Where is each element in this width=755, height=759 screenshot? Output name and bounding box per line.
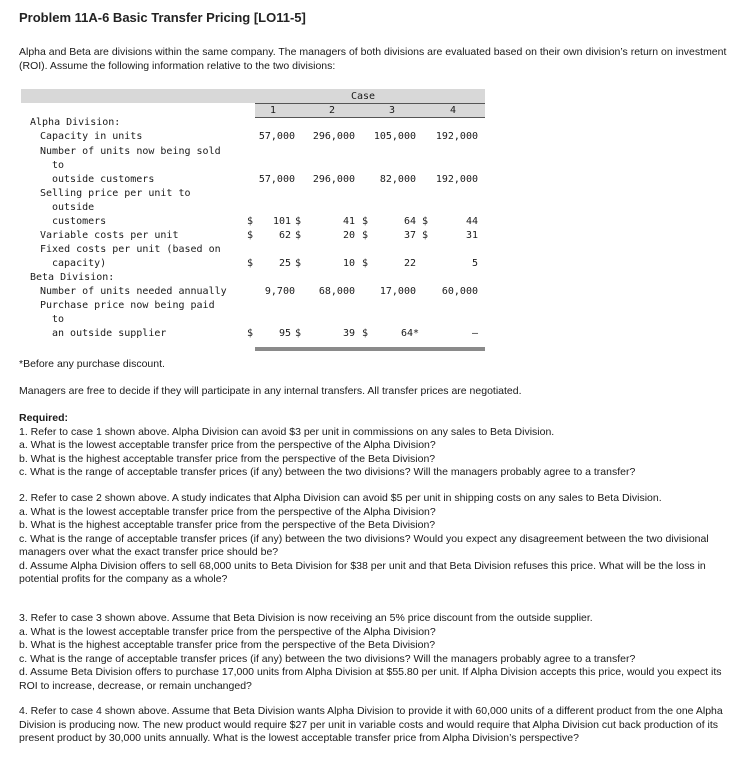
variable-cost-case-1: 62 — [278, 230, 291, 241]
label-purchase-price-3: an outside supplier — [52, 328, 167, 339]
label-capacity: Capacity in units — [40, 131, 143, 142]
question-3-section — [19, 612, 731, 693]
case-header: Case — [351, 91, 376, 102]
question-3d-text: d. Assume Beta Division offers to purchase 17,000 units from Alpha Division at $55.80 per unit. If Alpha Division accepts this price, would you expect its ROI to increase, decrease, or remain unchanged? — [19, 666, 722, 692]
dollar-sign: $ — [362, 258, 369, 269]
question-4-section — [19, 705, 731, 746]
dollar-sign: $ — [247, 328, 254, 339]
label-units-sold-2: to — [52, 160, 65, 171]
selling-price-case-3: 64 — [403, 216, 416, 227]
capacity-case-4: 192,000 — [435, 131, 478, 142]
purchase-price-case-3: 64* — [401, 328, 420, 339]
label-units-sold-3: outside customers — [52, 174, 155, 185]
selling-price-case-1: 101 — [272, 216, 291, 227]
page-title: Problem 11A-6 Basic Transfer Pricing [LO11-5] — [19, 10, 306, 25]
managers-note: Managers are free to decide if they will participate in any internal transfers. All transfer prices are negotiated. — [19, 385, 522, 397]
capacity-case-3: 105,000 — [373, 131, 416, 142]
required-heading: Required: — [19, 412, 69, 424]
dollar-sign: $ — [247, 258, 254, 269]
label-fixed-costs-1: Fixed costs per unit (based on — [40, 244, 221, 255]
fixed-cost-case-2: 10 — [342, 258, 355, 269]
label-purchase-price-2: to — [52, 314, 65, 325]
units-needed-case-3: 17,000 — [379, 286, 416, 297]
case-number-1: 1 — [270, 105, 277, 116]
label-fixed-costs-2: capacity) — [52, 258, 107, 269]
label-units-needed: Number of units needed annually — [40, 286, 227, 297]
purchase-price-case-1: 95 — [278, 328, 291, 339]
question-1a-text: a. What is the lowest acceptable transfer price from the perspective of the Alpha Division? — [19, 439, 436, 451]
dollar-sign: $ — [295, 258, 302, 269]
alpha-division-heading: Alpha Division: — [30, 117, 121, 128]
units-needed-case-2: 68,000 — [318, 286, 355, 297]
dollar-sign: $ — [362, 328, 369, 339]
dollar-sign: $ — [295, 216, 302, 227]
selling-price-case-2: 41 — [342, 216, 355, 227]
question-2a-text: a. What is the lowest acceptable transfer price from the perspective of the Alpha Division? — [19, 505, 436, 518]
variable-cost-case-2: 20 — [342, 230, 355, 241]
case-number-3: 3 — [389, 105, 396, 116]
question-4-text: 4. Refer to case 4 shown above. Assume that Beta Division wants Alpha Division to provide it with 60,000 units of a different product from the one Alpha Division is producing now. The new product would require $27 per unit in variable costs and would require that Alpha Division cut back production of its present product by 30,000 units annually. What is the lowest acceptable transfer price from Alpha Division’s perspective? — [19, 705, 723, 744]
case-number-4: 4 — [450, 105, 457, 116]
dollar-sign: $ — [295, 328, 302, 339]
label-selling-price-3: customers — [52, 216, 107, 227]
fixed-cost-case-1: 25 — [278, 258, 291, 269]
question-3c-text: c. What is the range of acceptable transfer prices (if any) between the two divisions? Will the managers probably agree to a transfer? — [19, 652, 636, 665]
question-3a-text: a. What is the lowest acceptable transfer price from the perspective of the Alpha Division? — [19, 625, 436, 638]
beta-division-heading: Beta Division: — [30, 272, 115, 283]
dollar-sign: $ — [362, 230, 369, 241]
variable-cost-case-3: 37 — [403, 230, 416, 241]
question-3b-text: b. What is the highest acceptable transfer price from the perspective of the Beta Division? — [19, 639, 436, 651]
label-units-sold-1: Number of units now being sold — [40, 146, 221, 157]
case-data-table — [21, 89, 485, 354]
units-sold-case-4: 192,000 — [435, 174, 478, 185]
table-bottom-rule — [255, 347, 485, 351]
requirements-section — [19, 412, 731, 480]
units-sold-case-1: 57,000 — [258, 174, 295, 185]
label-selling-price-1: Selling price per unit to — [40, 188, 191, 199]
units-needed-case-4: 60,000 — [441, 286, 478, 297]
fixed-cost-case-4: 5 — [471, 258, 478, 269]
dollar-sign: $ — [362, 216, 369, 227]
units-sold-case-2: 296,000 — [312, 174, 355, 185]
purchase-price-case-4: – — [471, 328, 478, 339]
label-purchase-price-1: Purchase price now being paid — [40, 300, 215, 311]
label-selling-price-2: outside — [52, 202, 95, 213]
fixed-cost-case-3: 22 — [403, 258, 416, 269]
variable-cost-case-4: 31 — [465, 230, 478, 241]
label-variable-costs: Variable costs per unit — [40, 230, 179, 241]
footnote: *Before any purchase discount. — [19, 358, 165, 370]
dollar-sign: $ — [247, 216, 254, 227]
question-1c-text: c. What is the range of acceptable transfer prices (if any) between the two divisions? Will the managers probably agree to a transfer? — [19, 466, 636, 478]
case-number-2: 2 — [329, 105, 336, 116]
capacity-case-2: 296,000 — [312, 131, 355, 142]
question-2d-text: d. Assume Alpha Division offers to sell 68,000 units to Beta Division for $38 per unit and that Beta Division refuses this price. What will be the loss in potential profits for the company as a whole? — [19, 559, 706, 585]
units-needed-case-1: 9,700 — [264, 286, 295, 297]
question-1b-text: b. What is the highest acceptable transfer price from the perspective of the Beta Division? — [19, 452, 436, 465]
dollar-sign: $ — [295, 230, 302, 241]
dollar-sign: $ — [422, 216, 429, 227]
question-3-text: 3. Refer to case 3 shown above. Assume that Beta Division is now receiving an 5% price discount from the outside supplier. — [19, 612, 593, 624]
dollar-sign: $ — [422, 230, 429, 241]
selling-price-case-4: 44 — [465, 216, 478, 227]
question-2c-text: c. What is the range of acceptable transfer prices (if any) between the two divisions? Would you expect any disagreement between the two divisional managers over what the exact transfer price should be? — [19, 532, 709, 558]
question-1-text: 1. Refer to case 1 shown above. Alpha Division can avoid $3 per unit in commissions on any sales to Beta Division. — [19, 425, 555, 438]
question-2-section — [19, 492, 731, 587]
capacity-case-1: 57,000 — [258, 131, 295, 142]
intro-paragraph: Alpha and Beta are divisions within the same company. The managers of both divisions are evaluated based on their own division’s return on investment (ROI). Assume the following information relative to the two divisions: — [19, 46, 727, 72]
dollar-sign: $ — [247, 230, 254, 241]
question-2-text: 2. Refer to case 2 shown above. A study indicates that Alpha Division can avoid $5 per unit in shipping costs on any sales to Beta Division. — [19, 492, 662, 504]
table-header-shade — [21, 89, 485, 103]
question-2b-text: b. What is the highest acceptable transfer price from the perspective of the Beta Division? — [19, 519, 436, 531]
units-sold-case-3: 82,000 — [379, 174, 416, 185]
purchase-price-case-2: 39 — [342, 328, 355, 339]
